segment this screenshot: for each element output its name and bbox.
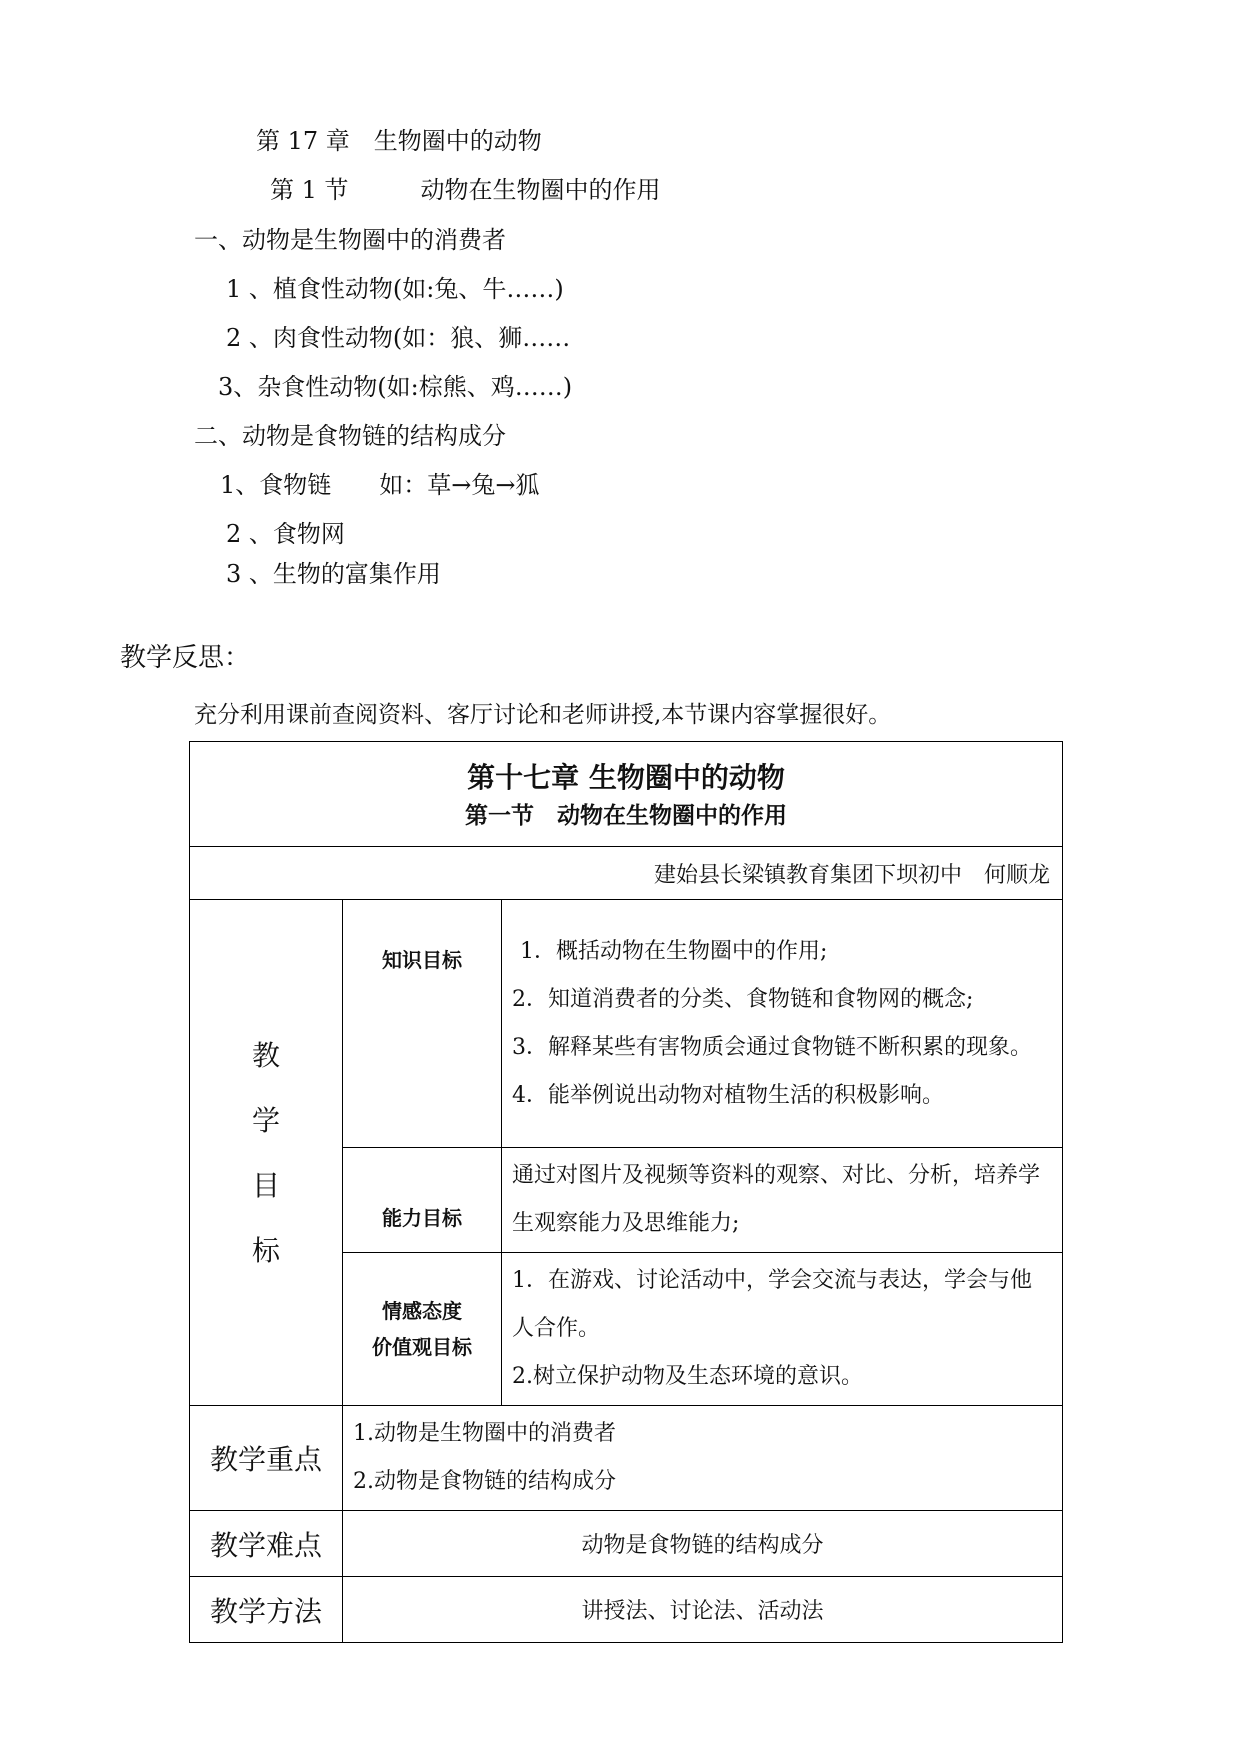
focus-item: 1.动物是生物圈中的消费者 <box>353 1421 616 1446</box>
knowledge-goal-label <box>343 900 502 1148</box>
emotion-goal-label <box>343 1253 502 1406</box>
teaching-goals-label <box>190 900 343 1406</box>
goals-label-char: 目 <box>251 1168 280 1202</box>
outline-item: 1、食物链 如：草→兔→狐 <box>220 471 540 499</box>
knowledge-item: 3．解释某些有害物质会通过食物链不断积累的现象。 <box>512 1034 1032 1060</box>
emotion-goal-content <box>502 1253 1063 1406</box>
author-cell <box>190 847 1063 900</box>
method-label <box>190 1577 343 1643</box>
lesson-title: 第十七章 生物圈中的动物 <box>467 761 785 794</box>
goals-label-char: 标 <box>251 1233 280 1267</box>
method-content <box>343 1577 1063 1643</box>
outline-item: 二、动物是食物链的结构成分 <box>194 422 506 450</box>
method-label-text: 教学方法 <box>209 1594 322 1628</box>
section-line: 第 1 节 动物在生物圈中的作用 <box>270 176 661 204</box>
method-text: 讲授法、讨论法、活动法 <box>581 1599 824 1624</box>
lesson-subtitle: 第一节 动物在生物圈中的作用 <box>465 803 788 829</box>
outline-item: 3 、生物的富集作用 <box>226 560 441 588</box>
emotion-item: 1．在游戏、讨论活动中，学会交流与表达，学会与他人合作。 <box>512 1268 1032 1341</box>
ability-goal-label-text: 能力目标 <box>382 1206 462 1230</box>
focus-label-text: 教学重点 <box>209 1443 322 1476</box>
table-title-cell <box>190 742 1063 847</box>
emotion-goal-label-line: 价值观目标 <box>372 1335 472 1359</box>
ability-text: 通过对图片及视频等资料的观察、对比、分析，培养学生观察能力及思维能力; <box>512 1163 1041 1236</box>
lesson-plan-table <box>189 741 1063 1643</box>
difficulty-label-text: 教学难点 <box>209 1528 322 1562</box>
focus-item: 2.动物是食物链的结构成分 <box>353 1469 616 1494</box>
outline-item: 2 、肉食性动物(如：狼、狮…… <box>226 324 571 352</box>
outline-item: 一、动物是生物圈中的消费者 <box>194 226 506 254</box>
chapter-line: 第 17 章 生物圈中的动物 <box>256 127 542 155</box>
focus-label <box>190 1406 343 1511</box>
knowledge-goal-content <box>502 900 1063 1148</box>
author: 建始县长梁镇教育集团下坝初中 何顺龙 <box>654 862 1051 888</box>
emotion-item: 2.树立保护动物及生态环境的意识。 <box>512 1364 863 1389</box>
difficulty-label <box>190 1511 343 1577</box>
knowledge-item: 1．概括动物在生物圈中的作用; <box>520 938 828 964</box>
knowledge-item: 2．知道消费者的分类、食物链和食物网的概念; <box>512 986 974 1012</box>
reflection-text: 充分利用课前查阅资料、客厅讨论和老师讲授,本节课内容掌握很好。 <box>194 702 892 728</box>
outline-item: 3、杂食性动物(如:棕熊、鸡……) <box>218 373 573 401</box>
ability-goal-label <box>343 1148 502 1253</box>
ability-goal-content <box>502 1148 1063 1253</box>
outline-item: 1 、植食性动物(如:兔、牛……) <box>226 275 564 303</box>
reflection-heading: 教学反思： <box>120 643 251 673</box>
focus-content <box>343 1406 1063 1511</box>
goals-label-char: 学 <box>251 1103 280 1137</box>
difficulty-text: 动物是食物链的结构成分 <box>581 1533 824 1558</box>
knowledge-item: 4．能举例说出动物对植物生活的积极影响。 <box>512 1082 944 1108</box>
outline-item: 2 、食物网 <box>226 520 345 548</box>
emotion-goal-label-line: 情感态度 <box>382 1299 462 1323</box>
goals-label-char: 教 <box>251 1038 280 1072</box>
knowledge-goal-label-text: 知识目标 <box>382 948 462 972</box>
difficulty-content <box>343 1511 1063 1577</box>
